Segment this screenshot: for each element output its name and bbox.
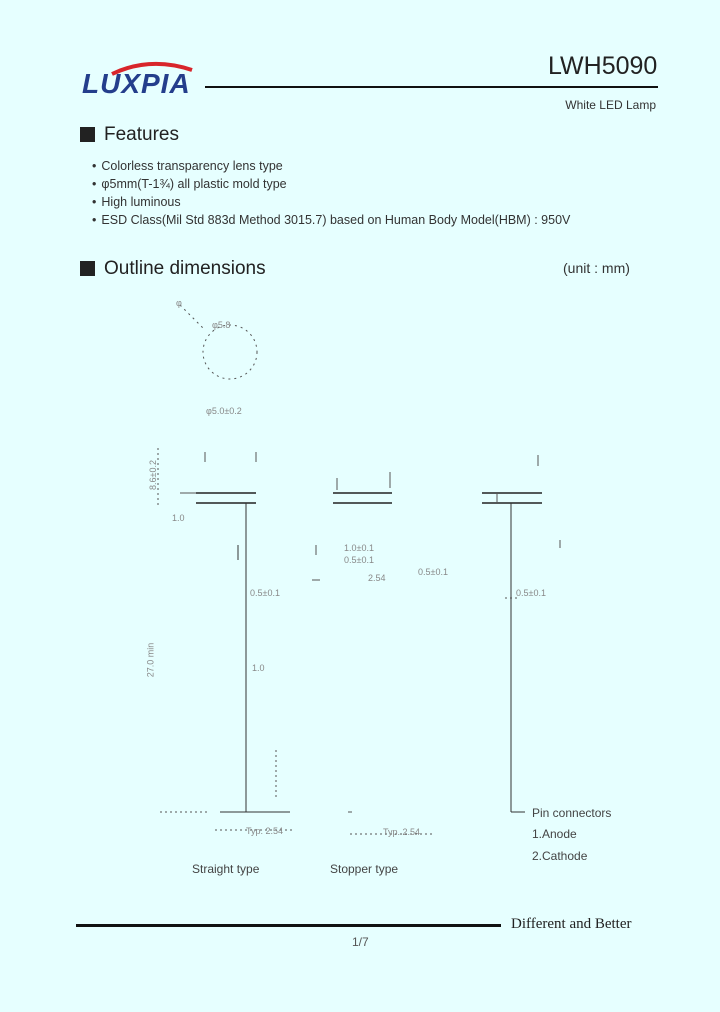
dim-pitch-stopper: Typ. 2.54 — [383, 827, 421, 837]
feature-item: • High luminous — [92, 193, 570, 211]
footer-rule — [76, 924, 501, 927]
dim-pitch-straight: Typ. 2.54 — [246, 826, 284, 836]
dim-flange: 1.0 — [172, 513, 185, 523]
dim-lead-width-2: 0.5±0.1 — [418, 567, 448, 577]
feature-item: • φ5mm(T-1¾) all plastic mold type — [92, 175, 570, 193]
pin-connectors-label: Pin connectors — [532, 806, 612, 820]
dim-stopper-3: 2.54 — [368, 573, 386, 583]
top-view-circle — [203, 325, 257, 379]
feature-item: • ESD Class(Mil Std 883d Method 3015.7) based on Human Body Model(HBM) : 950V — [92, 211, 570, 229]
dim-height: 8.6±0.2 — [147, 460, 158, 490]
dim-dia-lens: φ5.0±0.2 — [206, 406, 242, 416]
caption-straight-type: Straight type — [192, 862, 260, 876]
dim-stopper-2: 0.5±0.1 — [344, 555, 374, 565]
outline-title: Outline dimensions — [104, 258, 266, 279]
model-number: LWH5090 — [548, 52, 658, 80]
dim-stopper-1: 1.0±0.1 — [344, 543, 374, 553]
dim-lead-width-3: 0.5±0.1 — [516, 588, 546, 598]
dim-lead-width-1: 0.5±0.1 — [250, 588, 280, 598]
dim-side-note: 1.0 — [252, 663, 265, 673]
page-number: 1/7 — [352, 935, 369, 949]
dim-dia-outer: φ5.8 — [212, 320, 231, 330]
footer-slogan: Different and Better — [511, 916, 632, 932]
feature-item: • Colorless transparency lens type — [92, 157, 570, 175]
dim-top-a: φ — [176, 298, 182, 308]
pin-anode-label: 1.Anode — [532, 827, 577, 841]
dim-lead-length: 27.0 min — [145, 642, 156, 678]
caption-stopper-type: Stopper type — [330, 862, 399, 876]
product-subtitle: White LED Lamp — [565, 98, 656, 112]
top-view-leader — [180, 305, 205, 330]
unit-label: (unit : mm) — [563, 260, 630, 276]
brand-logo: LUXPIA — [82, 68, 191, 99]
features-title: Features — [104, 124, 179, 145]
pin-cathode-label: 2.Cathode — [532, 849, 588, 863]
